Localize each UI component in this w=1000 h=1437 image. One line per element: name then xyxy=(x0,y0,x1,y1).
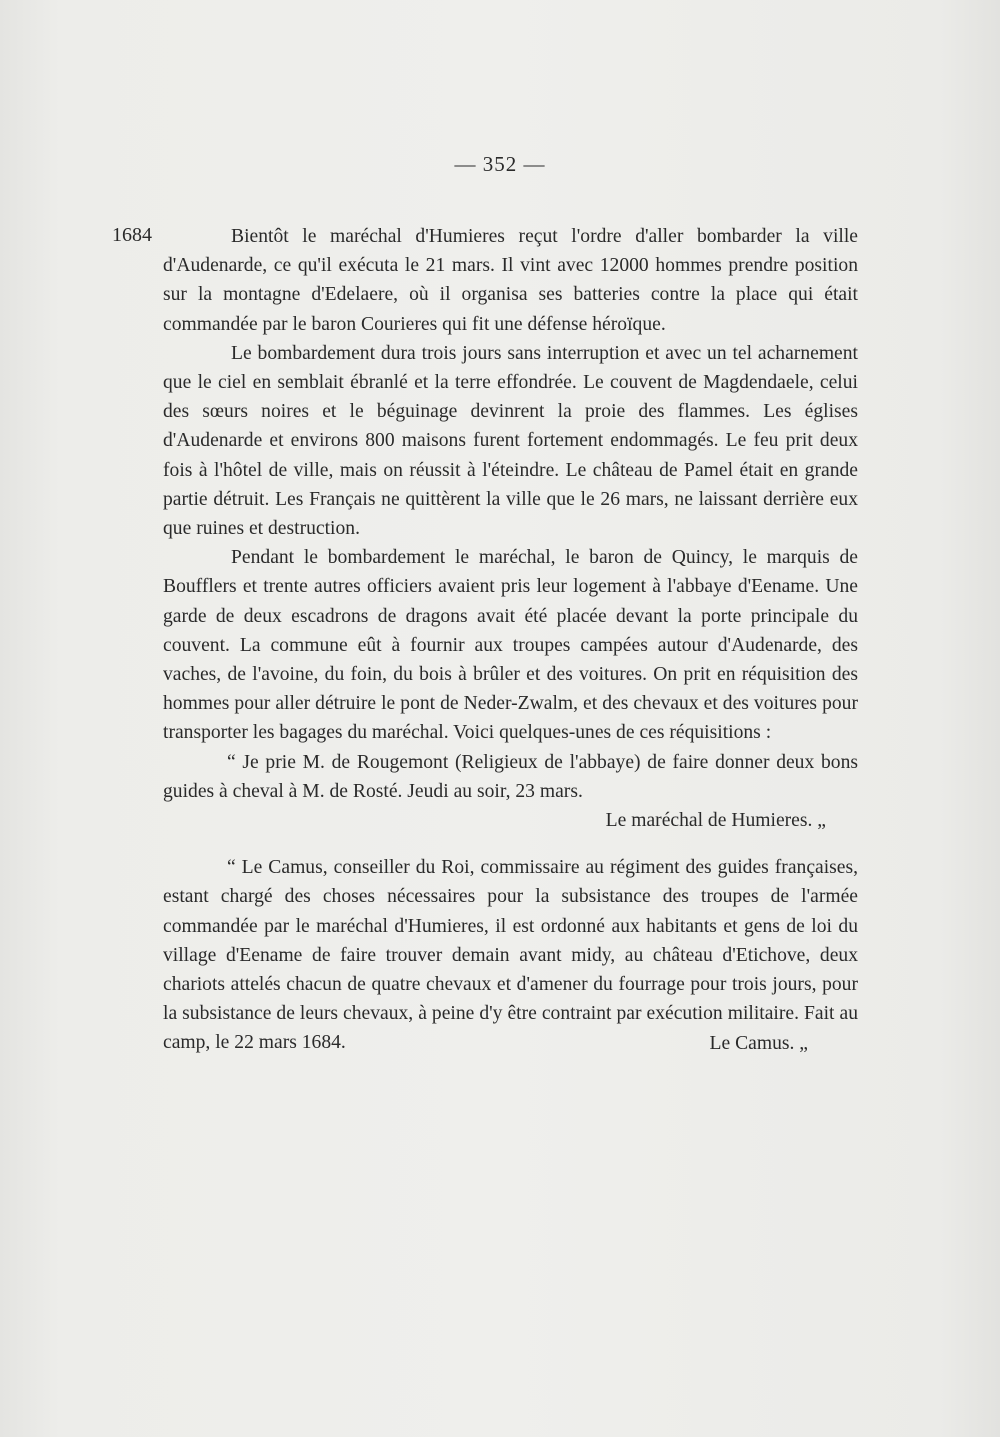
requisition-quote-1: “ Je prie M. de Rougemont (Religieux de l'abbaye) de faire donner deux bons guides à cheval à M. de Rosté. Jeudi au soir, 23 mars. xyxy=(163,751,858,802)
body-text xyxy=(163,222,858,1058)
margin-year-note: 1684 xyxy=(112,224,152,246)
page-number: — 352 — xyxy=(454,152,546,176)
paragraph-1: Bientôt le maréchal d'Humieres reçut l'ordre d'aller bombarder la ville d'Audenarde, ce qu'il exécuta le 21 mars. Il vint avec 12000 hommes prendre position sur la montagne d'Edelaere, où il organisa ses batteries contre la place qui était commandée par le baron Courieres qui fit une défense héroïque. xyxy=(163,226,858,335)
paragraph-3: Pendant le bombardement le maréchal, le baron de Quincy, le marquis de Boufflers et trente autres officiers avaient pris leur logement à l'abbaye d'Eename. Une garde de deux escadrons de dragons avait été placée devant la porte principale du couvent. La commune eût à fournir aux troupes campées autour d'Audenarde, des vaches, de l'avoine, du foin, du bois à brûler et des voitures. On prit en réquisition des hommes pour aller détruire le pont de Neder-Zwalm, et des chevaux et des voitures pour transporter les bagages du maréchal. Voici quelques-unes de ces réquisitions : xyxy=(163,547,858,744)
paragraph-2: Le bombardement dura trois jours sans interruption et avec un tel acharnement que le ciel en semblait ébranlé et la terre effondrée. Le couvent de Magdendaele, celui des sœurs noires et le béguinage devinrent la proie des flammes. Les églises d'Audenarde et environs 800 maisons furent fortement endommagés. Le feu prit deux fois à l'hôtel de ville, mais on réussit à l'éteindre. Le château de Pamel était en grande partie détruit. Les Français ne quittèrent la ville que le 26 mars, ne laissant derrière eux que ruines et destruction. xyxy=(163,342,858,540)
requisition-signature-2: Le Camus. „ xyxy=(709,1032,808,1054)
requisition-signature-1: Le maréchal de Humieres. „ xyxy=(605,810,826,832)
requisition-quote-2: “ Le Camus, conseiller du Roi, commissaire au régiment des guides françaises, estant chargé des choses nécessaires pour la subsistance des troupes de l'armée commandée par le maréchal d'Humieres, il est ordonné aux habitants et gens de loi du village d'Eename de faire trouver demain avant midy, au château d'Etichove, deux chariots attelés chacun de quatre chevaux et d'amener du fourrage pour trois jours, pour la subsistance de leurs chevaux, à peine d'y être contraint par exécution militaire. Fait au camp, le 22 mars 1684. xyxy=(163,857,858,1054)
